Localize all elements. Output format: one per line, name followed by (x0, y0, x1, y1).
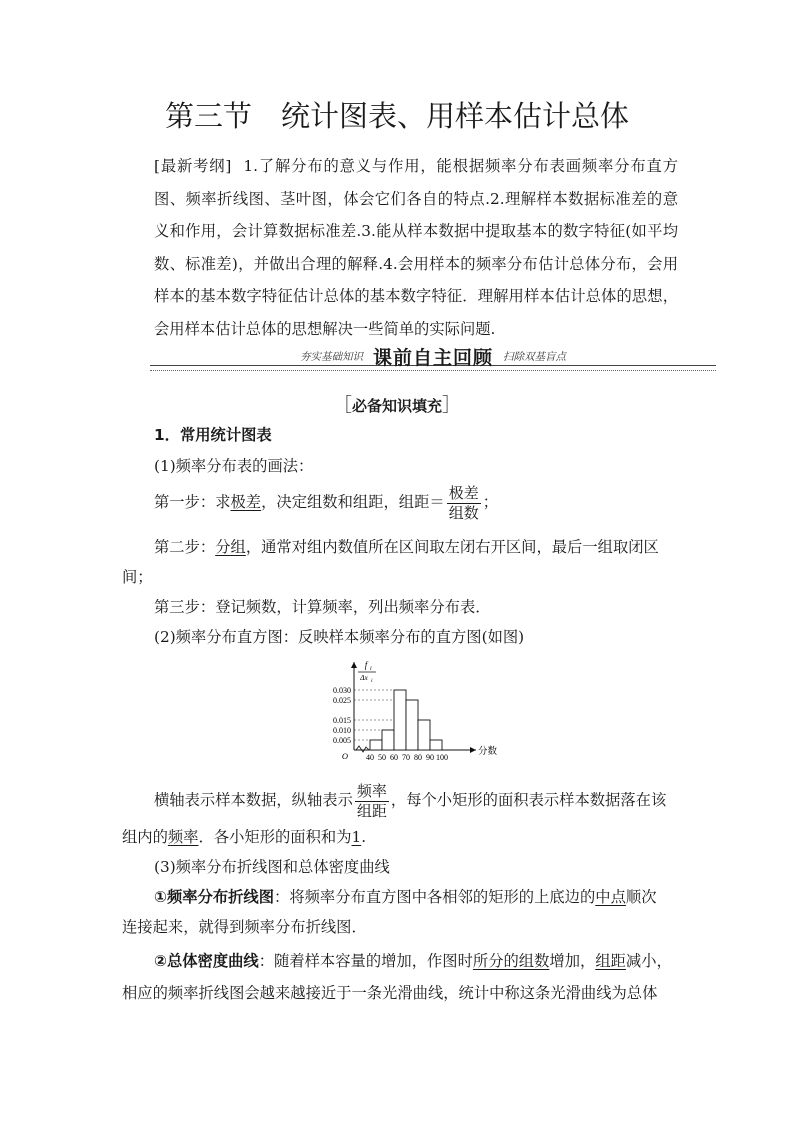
y-axis-arrow (351, 662, 357, 668)
item-heading: 1．常用统计图表 (154, 426, 272, 444)
y-tick-label: 0.010 (333, 726, 351, 735)
section-divider-banner (150, 343, 716, 373)
banner-title: 课前自主回顾 (372, 347, 493, 369)
x-tick-label: 50 (378, 753, 386, 762)
y-tick-label: 0.015 (333, 716, 351, 725)
histogram-explanation: 横轴表示样本数据，纵轴表示 $\frac{\text{频率}}{\text{组距}}$ ，每个小矩形的面积表示样本数据落在该 (154, 781, 667, 820)
y-tick-label: 0.030 (333, 686, 351, 695)
bracket-right: ］ (442, 394, 462, 416)
blank-range: 极差 (230, 493, 262, 511)
density-curve-definition: ②总体密度曲线：随着样本容量的增加，作图时所分的组数增加，组距减小， (154, 952, 672, 970)
blank-grouping: 分组 (215, 538, 246, 556)
x-tick-label: 40 (366, 753, 374, 762)
y-tick-label: 0.025 (333, 696, 351, 705)
x-tick-label: 80 (414, 753, 422, 762)
histogram-bar (430, 740, 442, 750)
y-axis-label-num-sub: i (370, 666, 372, 672)
x-axis-label: 分数 (478, 747, 498, 757)
blank-class-width: 组距 (595, 952, 626, 970)
subheading-frequency-table: (1)频率分布表的画法： (154, 457, 314, 475)
subheading-histogram: (2)频率分布直方图：反映样本频率分布的直方图(如图) (154, 628, 525, 646)
axis-break-mark (356, 746, 369, 752)
class-width-fraction: $\frac{\text{极差}}{\text{组数}}$ (448, 483, 479, 522)
y-axis-label-den-sub: i (371, 678, 373, 684)
histogram-bar (394, 690, 406, 750)
blank-one: 1 (351, 828, 362, 846)
step-two: 第二步：分组，通常对组内数值所在区间取左闭右开区间，最后一组取闭区 (154, 538, 659, 556)
histogram-bar (418, 720, 430, 750)
blank-frequency: 频率 (167, 828, 199, 846)
x-tick-label: 100 (436, 753, 448, 762)
y-axis-label-numerator: f (364, 660, 368, 670)
banner-right-caption: 扫除双基盲点 (503, 351, 566, 363)
y-tick-label: 0.005 (333, 736, 351, 745)
histogram-bar (382, 730, 394, 750)
x-axis-arrow (470, 747, 476, 753)
x-tick-label: 60 (390, 753, 398, 762)
subheading-polygon: (3)频率分布折线图和总体密度曲线 (154, 858, 390, 876)
syllabus-tag: [最新考纲] (154, 157, 232, 175)
histogram-bar (406, 700, 418, 750)
bracket-left: ［ (332, 394, 352, 416)
step-three: 第三步：登记频数，计算频率，列出频率分布表． (154, 598, 491, 616)
step-one: 第一步：求极差，决定组数和组距，组距＝ $\frac{\text{极差}}{\text{组数}}$ ； (154, 483, 499, 522)
origin-label: O (341, 751, 348, 761)
y-axis-label-denominator: Δx (360, 673, 368, 682)
blank-group-count: 所分的组数 (472, 952, 550, 970)
blank-midpoint: 中点 (595, 888, 626, 906)
syllabus-paragraph (154, 150, 678, 345)
section-heading (0, 390, 794, 417)
frequency-histogram (318, 656, 508, 764)
histogram-explanation-continued: 组内的频率．各小矩形的面积和为1. (122, 828, 367, 846)
page-title: 第三节 统计图表、用样本估计总体 (164, 99, 629, 133)
x-tick-label: 70 (402, 753, 410, 762)
syllabus-text: 1.了解分布的意义与作用，能根据频率分布表画频率分布直方图、频率折线图、茎叶图，体会它们各自的特点.2.理解样本数据标准差的意义和作用，会计算数据标准差.3.能从样本数据中提取基本的数字特征(如平均数、标准差)，并做出合理的解释.4.会用样本的频率分布估计总体分布，会用样本的基本数字特征估计总体的基本数字特征．理解用样本估计总体的思想，会用样本估计总体的思想解决一些简单的实际问题. (154, 157, 678, 338)
step-two-continued: 间； (122, 568, 153, 586)
section-heading-label: 必备知识填充 (351, 397, 442, 415)
histogram-bar (370, 740, 382, 750)
polygon-definition: ①频率分布折线图：将频率分布直方图中各相邻的矩形的上底边的中点顺次 (154, 888, 657, 906)
freq-over-width-fraction: $\frac{\text{频率}}{\text{组距}}$ (356, 781, 387, 820)
x-tick-label: 90 (426, 753, 434, 762)
density-curve-definition-continued: 相应的频率折线图会越来越接近于一条光滑曲线，统计中称这条光滑曲线为总体 (122, 984, 658, 1002)
banner-left-caption: 夯实基础知识 (299, 351, 363, 363)
polygon-definition-continued: 连接起来，就得到频率分布折线图． (122, 918, 367, 936)
